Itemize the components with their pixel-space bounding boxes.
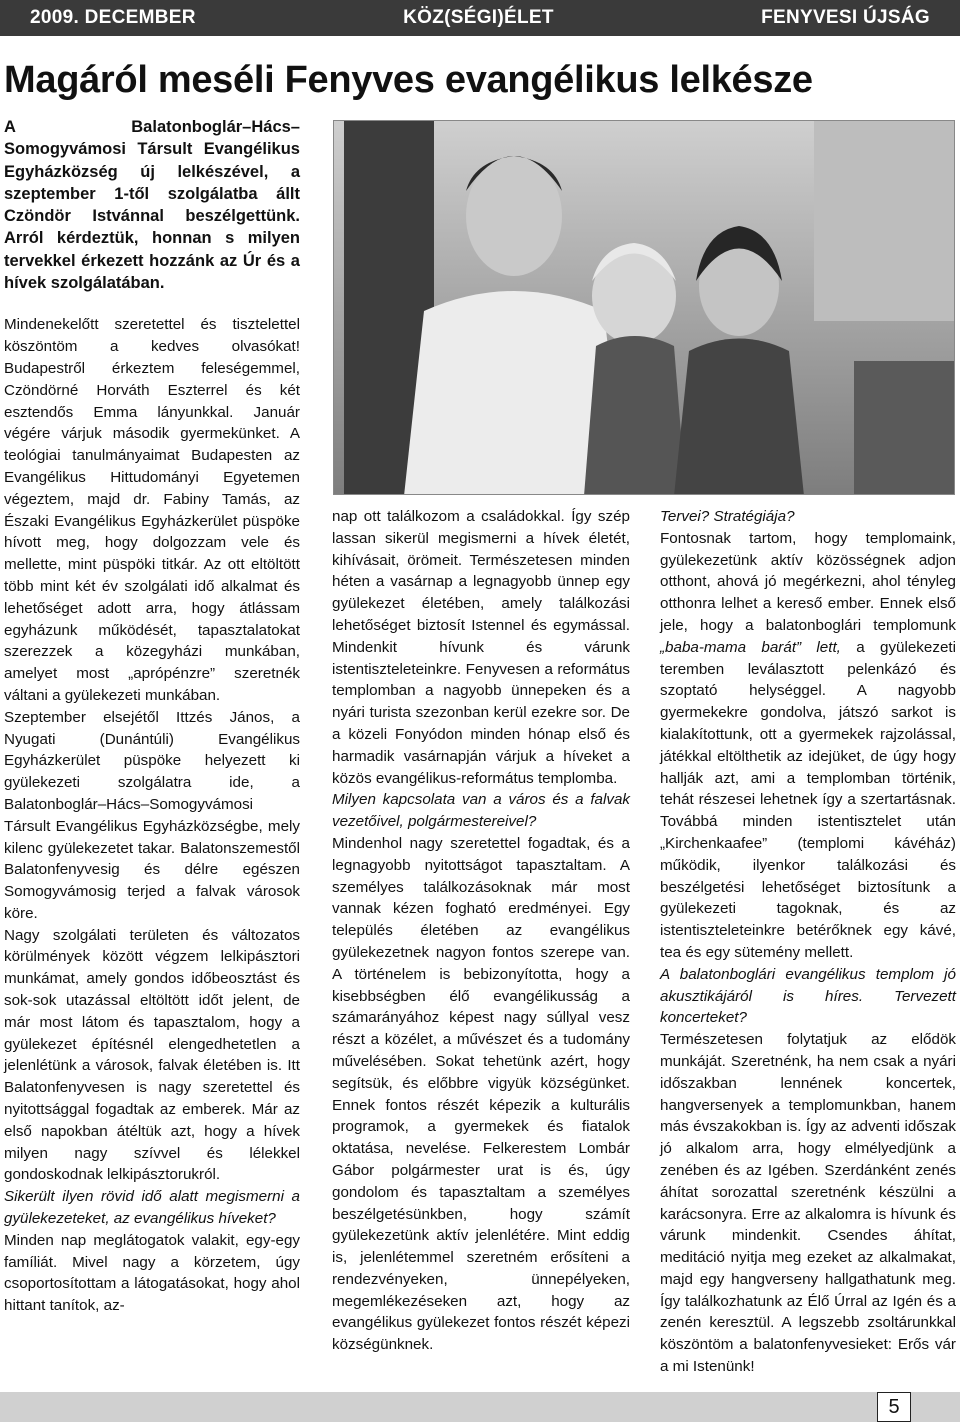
photo-illustration [334, 121, 955, 495]
paragraph: Természetesen folytatjuk az elődök munkáját. Szeretnénk, ha nem csak a nyári időszakban lennének koncertek, hangversenyek a templomunkban, hanem más évszakokban is. Így az adventi időszak jó alkalom arra, hogy elmélyedjünk a zenében és az Igében. Szerdánként zenés áhítat sorozattal szeretnénk készülni a karácsonyra. Erre az alkalomra is hívunk és várunk mindenkit. Csendes áhítat, meditáció nyitja meg ezeket az alkalmakat, majd egy hangverseny hallgathatunk meg. Így találkozhatunk az Élő Úrral az Igén és a zenén keresztül. A legszebb zsoltárunkkal köszöntöm a balatonfenyvesieket: Erős vár a mi Istenünk! [660, 1031, 956, 1376]
paragraph: nap ott találkozom a családokkal. Így szép lassan sikerül megismerni a hívek életét, kihívásait, örömeit. Természetesen minden héten a vasárnap a legnagyobb ünnep egy gyülekezet életében, amely találkozási lehetőséget biztosít Istennel és egymással. Mindenkit hívunk és várunk istentiszteleteinkre. Fenyvesen a református templomban a nagyobb ünnepeken és a nyári turista szezonban kerül ezekre sor. De a közeli Fonyódon minden hónap első és harmadik vasárnapján várjuk a híveket a közös evangélikus-református templomba. [332, 508, 630, 787]
interview-question: Sikerült ilyen rövid idő alatt megismerni a gyülekezeteket, az evangélikus híveket? [4, 1188, 300, 1228]
interview-question: Milyen kapcsolata van a város és a falvak vezetőivel, polgármestereivel? [332, 791, 630, 831]
page-number: 5 [877, 1392, 911, 1422]
family-photo [333, 120, 955, 495]
emphasis-text: „baba-mama barát” lett, [660, 638, 841, 656]
paragraph: Nagy szolgálati területen és változatos körülmények között végzem lelkipásztori munkámat, amely gondos időbeosztást és sok-sok utazással eltöltött időt jelent, de már most látom és tapasztalom, hogy a gyülekezet építésnél elengedhetetlen a jelenlétünk a városok, falvak életében is. Itt Balatonfenyvesen is nagy szeretettel és nyitottsággal fogadtak az emberek. Már az első napokban átéltük azt, hogy a hívek milyen nagy szívvel és lélekkel gondoskodnak lelkipásztorukról. [4, 926, 300, 1184]
column-1 [4, 116, 300, 1317]
paragraph: Mindenhol nagy szeretettel fogadtak, és a legnagyobb nyitottságot tapasztaltam. A személyes találkozásoknak már most vannak kézen fogható eredményei. Egy település életében az evangélikus gyülekezetnek nagyon fontos szerepe van. A történelem is bebizonyította, hogy a kisebbségben élő evangélikusság a számarányához képest nagy súllyal vesz részt a közélet, a művészet és a tudomány művelésében. Sokat tehetünk azért, hogy segítsük, és előbbre vigyük községünket. Ennek fontos részét képezik a kulturális programok, a gyermekek és fiatalok oktatása, nevelése. Felkerestem Lombár Gábor polgármester urat is és, úgy gondolom és tapasztaltam a személyes beszélgetésünkben, hogy számít gyülekezetünk aktív jelenlétére. Mint eddig is, jelenlétemmel szeretném erősíteni a rendezvényeken, ünnepélyeken, megemlékezéseken azt, hogy az evangélikus gyülekezet fontos részét képezi községünknek. [332, 834, 630, 1354]
paragraph: Minden nap meglátogatok valakit, egy-egy famíliát. Mivel nagy a körzetem, úgy csoportosítottam a látogatásokat, hogy ahol hittant tanítok, az- [4, 1231, 300, 1315]
interview-question: Tervei? Stratégiája? [660, 508, 795, 525]
paragraph-text: a gyülekezeti teremben leválasztott pelenkázó és szoptató helységgel. A nagyobb gyermekekre gondolva, játszó sarkot is kialakítottunk, ott a gyermekek rajzolással, játékkal eltölthetik az idejüket, de úgy hogy hallják azt, ami a templomban történik, tehát részesei lehetnek így a szertartásnak. Továbbá minden istentisztelet után „Kirchenkaafee” (templomi kávéház) működik, ilyenkor találkozási és beszélgetési lehetőséget biztosítunk a gyülekezeti tagoknak, és az istentiszteleteinkre betérőknek egy kávé, tea és egy sütemény mellett. [660, 638, 956, 961]
column-3 [660, 506, 956, 1378]
column-2 [332, 506, 630, 1356]
paragraph-text: Fontosnak tartom, hogy templomaink, gyülekezetünk aktív közösségnek adjon otthont, ahová jó megérkezni, ahol tényleg otthonra lelhet a kereső ember. Ennek első jele, hogy a balatonboglári templomunk [660, 529, 956, 634]
header-date: 2009. DECEMBER [30, 7, 196, 28]
paragraph [660, 528, 956, 964]
article-title: Magáról meséli Fenyves evangélikus lelkésze [4, 59, 813, 101]
paragraph: Mindenekelőtt szeretettel és tisztelettel köszöntöm a kedves olvasókat! Budapestről érkeztem feleségemmel, Czöndörné Horváth Eszterrel és két esztendős Emma lányunkkal. Január végére várjuk második gyermekünket. A teológiai tanulmányaimat Budapesten az Evangélikus Hittudományi Egyetemen végeztem, majd dr. Fabiny Tamás, az Északi Evangélikus Egyházkerület püspöke hívott meg, hogy dolgozzam vele és mellette, mint püspöki titkár. Az ott eltöltött több mint két év szolgálati idő alkalmat és lehetőséget adott arra, hogy átlássam egyházunk működését, tapasztalatokat szerezzek a közegyházi munkában, amelyet most „aprópénzre” szeretnék váltani a gyülekezeti munkában. [4, 316, 300, 704]
header-section: KÖZ(SÉGI)ÉLET [403, 7, 554, 28]
interview-question: A balatonboglári evangélikus templom jó akusztikájáról is híres. Tervezett koncerteket? [660, 965, 956, 1027]
header-publication: FENYVESI ÚJSÁG [761, 7, 930, 28]
footer-bar [0, 1392, 960, 1422]
article-lead: A Balatonboglár–Hács–Somogyvámosi Társult Evangélikus Egyházközség új lelkészével, a szeptember 1-től szolgálatba állt Czöndör Istvánnal beszélgettünk. Arról kérdeztük, honnan s milyen tervekkel érkezett hozzánk az Úr és a hívek szolgálatában. [4, 118, 300, 293]
paragraph: Szeptember elsejétől Ittzés János, a Nyugati (Dunántúli) Evangélikus Egyházkerület püspöke helyezett ki gyülekezeti szolgálatra ide, a Balatonboglár–Hács–Somogyvámosi Társult Evangélikus Egyházközségbe, mely kilenc gyülekezetet takar. Balatonszemestől Balatonfenyvesig és délre egészen Somogyvámosig terjed a falvak városok köre. [4, 708, 300, 922]
header-bar [0, 0, 960, 36]
